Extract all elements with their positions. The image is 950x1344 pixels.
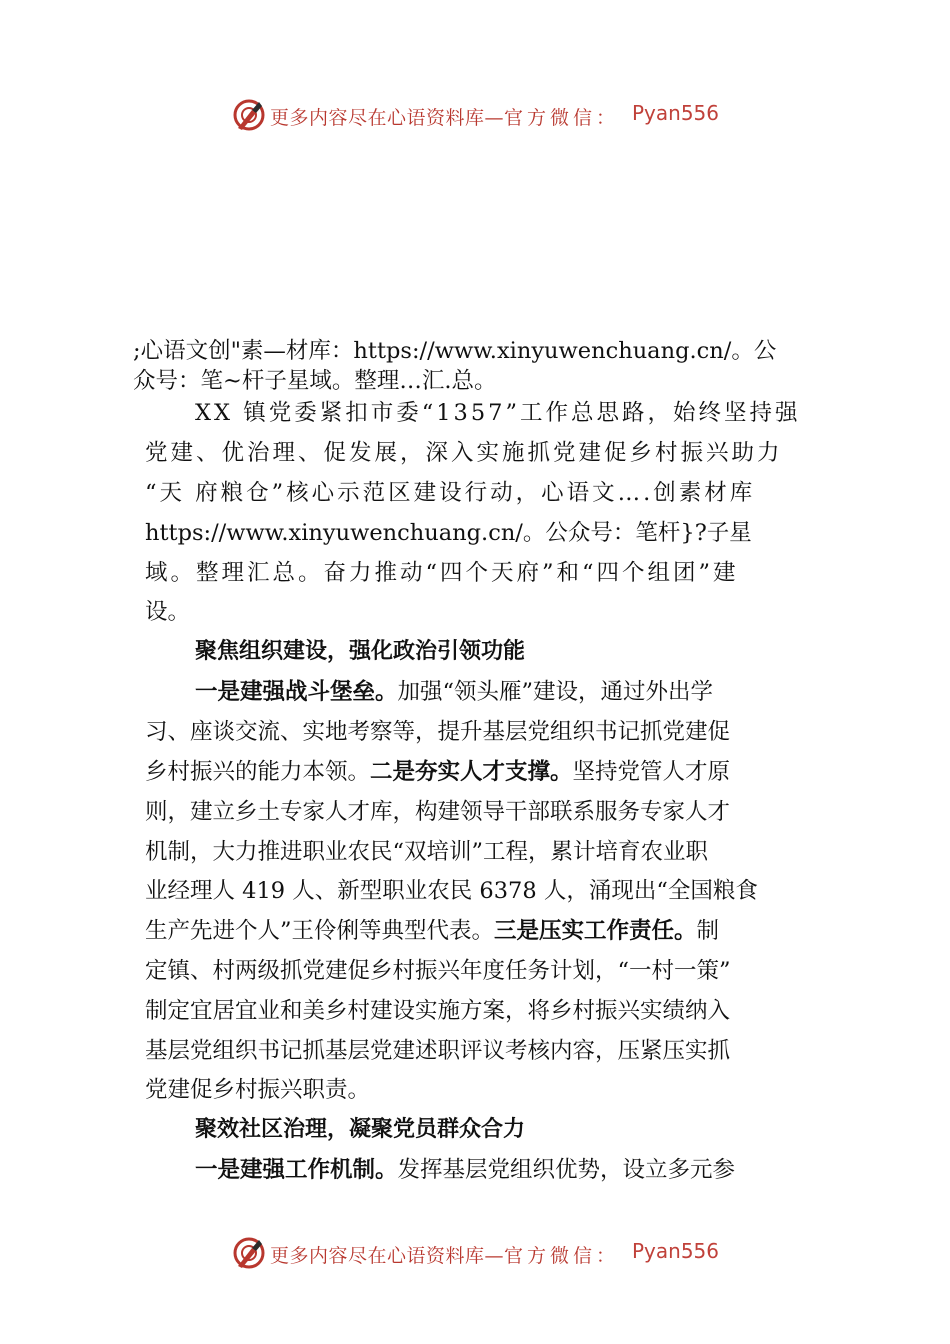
- watermark-cn-text: 更多内容尽在心语资料库: [270, 1245, 485, 1267]
- bold-lead: 二是夯实人才支撑。: [370, 759, 573, 785]
- text-line: [145, 757, 730, 787]
- watermark-official-label: 官方微信：: [504, 1245, 620, 1267]
- pen-logo-icon: [232, 1236, 266, 1270]
- watermark-text: [270, 1241, 619, 1268]
- text-line: 党建促乡村振兴职责。: [145, 1077, 371, 1103]
- text-line: https://www.xinyuwenchuang.cn/。公众号：笔杆}?子星: [145, 520, 752, 546]
- text-span: 坚持党管人才原: [572, 759, 731, 785]
- text-line: XX 镇党委紧扣市委“1357”工作总思路，始终坚持强: [195, 400, 801, 426]
- text-line: 设。: [145, 599, 191, 625]
- text-line: 域。整理汇总。奋力推动“四个天府”和“四个组团”建: [145, 560, 739, 586]
- text-line: 党建、优治理、促发展，深入实施抓党建促乡村振兴助力: [145, 440, 783, 466]
- text-span: 生产先进个人”王伶俐等典型代表。: [145, 918, 495, 944]
- text-line: 定镇、村两级抓党建促乡村振兴年度任务计划，“一村一策”: [145, 958, 731, 984]
- bold-lead: 一是建强战斗堡垒。: [195, 679, 398, 705]
- header-watermark: [0, 96, 950, 136]
- text-span: 制: [696, 918, 720, 944]
- watermark-text: [270, 103, 619, 130]
- text-line: 众号：笔~杆子星域。整理…汇.总。: [133, 368, 497, 394]
- watermark-cn-text: 更多内容尽在心语资料库: [270, 107, 485, 129]
- watermark-official-label: 官方微信：: [504, 107, 620, 129]
- text-line: [195, 1155, 735, 1185]
- text-line: 则，建立乡土专家人才库，构建领导干部联系服务专家人才: [145, 799, 731, 825]
- section-heading: 聚效社区治理，凝聚党员群众合力: [195, 1117, 526, 1142]
- watermark-wechat-id: Pyan556: [632, 1239, 720, 1263]
- text-line: ;心语文创"素—材库：https://www.xinyuwenchuang.cn/。公: [133, 338, 777, 364]
- footer-watermark: [0, 1234, 950, 1274]
- text-line: [145, 916, 719, 946]
- bold-lead: 一是建强工作机制。: [195, 1157, 398, 1183]
- text-line: 制定宜居宜业和美乡村建设实施方案，将乡村振兴实绩纳入: [145, 998, 731, 1024]
- section-heading: 聚焦组织建设，强化政治引领功能: [195, 639, 526, 664]
- bold-lead: 三是压实工作责任。: [494, 918, 697, 944]
- text-span: 发挥基层党组织优势，设立多元参: [397, 1157, 736, 1183]
- text-line: “天 府粮仓”核心示范区建设行动，心语文….创素材库: [145, 480, 756, 506]
- text-line: 业经理人 419 人、新型职业农民 6378 人，涌现出“全国粮食: [145, 878, 758, 904]
- text-line: 习、座谈交流、实地考察等，提升基层党组织书记抓党建促: [145, 719, 731, 745]
- text-span: 加强“领头雁”建设，通过外出学: [397, 679, 714, 705]
- text-span: 乡村振兴的能力本领。: [145, 759, 371, 785]
- text-line: 机制，大力推进职业农民“双培训”工程，累计培育农业职: [145, 839, 709, 865]
- watermark-separator: —: [484, 107, 505, 129]
- text-line: 基层党组织书记抓基层党建述职评议考核内容，压紧压实抓: [145, 1038, 731, 1064]
- watermark-separator: —: [484, 1245, 505, 1267]
- text-line: [195, 677, 713, 707]
- watermark-wechat-id: Pyan556: [632, 101, 720, 125]
- pen-logo-icon: [232, 98, 266, 132]
